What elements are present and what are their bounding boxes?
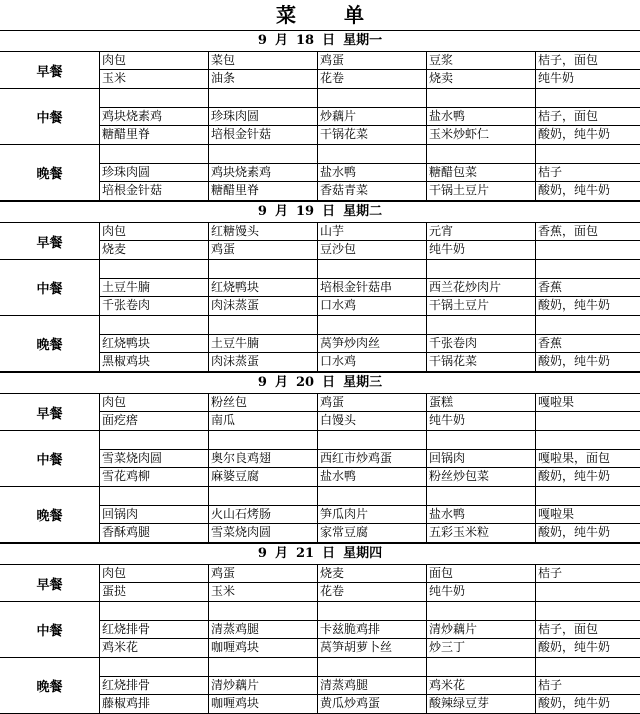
dish-cell: 清炒藕片 xyxy=(427,621,536,638)
dish-cell: 豆沙包 xyxy=(318,241,427,259)
dish-cell: 酸辣绿豆芽 xyxy=(427,695,536,713)
dish-cell: 红糖馒头 xyxy=(209,223,318,240)
meal-label: 中餐 xyxy=(0,89,100,144)
dish-cell: 香蕉，面包 xyxy=(538,224,599,238)
meal-label: 早餐 xyxy=(0,565,100,601)
day-header-text: 星期一 xyxy=(343,33,383,48)
day-header-text: 9 xyxy=(257,546,267,561)
table-row xyxy=(100,223,640,241)
dish-cell: 桔子 xyxy=(538,165,563,179)
meal-block xyxy=(0,431,640,487)
meal-block xyxy=(0,145,640,201)
day-header-text: 19 xyxy=(295,204,315,219)
meal-label: 早餐 xyxy=(0,394,100,430)
dish-cell: 纯牛奶 xyxy=(427,583,536,601)
page-title xyxy=(0,0,640,30)
dish-cell: 土豆牛腩 xyxy=(100,279,209,296)
dish-cell: 鸡蛋 xyxy=(209,565,318,582)
dish-cell xyxy=(209,316,318,334)
dish-cell: 花卷 xyxy=(318,583,427,601)
meal-label: 早餐 xyxy=(0,52,100,88)
dish-cell: 烧卖 xyxy=(427,70,536,88)
dish-cell: 鸡米花 xyxy=(427,677,536,694)
dish-cell: 酸奶，纯牛奶 xyxy=(538,298,611,312)
dish-cell: 红烧鸭块 xyxy=(209,279,318,296)
dish-cell: 纯牛奶 xyxy=(538,71,575,85)
dish-cell: 鸡蛋 xyxy=(318,394,427,411)
table-row xyxy=(100,677,640,695)
table-row xyxy=(100,506,640,524)
meal-block xyxy=(0,260,640,316)
dish-cell: 嘎啦果 xyxy=(538,507,575,521)
meal-block xyxy=(0,316,640,372)
day-header-text: 日 xyxy=(322,546,336,561)
dish-cell xyxy=(100,89,209,107)
dish-cell: 红烧鸭块 xyxy=(100,335,209,352)
dish-cell: 南瓜 xyxy=(209,412,318,430)
dish-cell: 红烧排骨 xyxy=(100,621,209,638)
dish-cell: 粉丝炒包菜 xyxy=(427,468,536,486)
title-char-1: 菜 xyxy=(276,3,297,27)
dish-cell: 玉米炒虾仁 xyxy=(427,126,536,144)
dish-cell: 清蒸鸡腿 xyxy=(209,621,318,638)
dish-cell: 酸奶，纯牛奶 xyxy=(538,469,611,483)
dish-cell: 鸡块烧素鸡 xyxy=(209,164,318,181)
table-row xyxy=(100,394,640,412)
dish-cell: 西兰花炒肉片 xyxy=(427,279,536,296)
dish-cell xyxy=(536,145,640,163)
dish-cell: 莴笋炒肉丝 xyxy=(318,335,427,352)
dish-cell: 鸡米花 xyxy=(100,639,209,657)
dish-cell: 雪菜烧肉圆 xyxy=(209,524,318,542)
dish-cell: 干锅花菜 xyxy=(318,126,427,144)
dish-cell xyxy=(536,431,640,449)
dish-cell: 嘎啦果，面包 xyxy=(538,451,611,465)
table-row xyxy=(100,602,640,621)
dish-cell xyxy=(100,602,209,620)
meal-label: 晚餐 xyxy=(0,487,100,542)
dish-cell: 盐水鸭 xyxy=(318,468,427,486)
dish-cell xyxy=(536,583,640,601)
dish-cell xyxy=(427,89,536,107)
dish-cell: 糖醋里脊 xyxy=(100,126,209,144)
dish-cell: 培根金针菇 xyxy=(100,182,209,200)
day-header xyxy=(0,372,640,394)
dish-cell xyxy=(318,431,427,449)
dish-cell xyxy=(318,145,427,163)
day-header-text: 21 xyxy=(295,546,315,561)
dish-cell: 盐水鸭 xyxy=(427,108,536,125)
dish-cell: 奥尔良鸡翅 xyxy=(209,450,318,467)
day-header-text: 星期四 xyxy=(343,546,383,561)
dish-cell: 肉包 xyxy=(100,223,209,240)
dish-cell xyxy=(427,145,536,163)
day-header-text: 9 xyxy=(257,33,267,48)
table-row xyxy=(100,260,640,279)
table-row xyxy=(100,658,640,677)
table-row xyxy=(100,621,640,639)
dish-cell: 烧麦 xyxy=(318,565,427,582)
table-row xyxy=(100,89,640,108)
dish-cell: 五彩玉米粒 xyxy=(427,524,536,542)
dish-cell xyxy=(427,487,536,505)
meal-label: 晚餐 xyxy=(0,658,100,713)
meal-block xyxy=(0,565,640,602)
table-row xyxy=(100,279,640,297)
table-row xyxy=(100,639,640,657)
dish-cell: 酸奶，纯牛奶 xyxy=(538,183,611,197)
dish-cell: 培根金针菇串 xyxy=(318,279,427,296)
dish-cell xyxy=(427,602,536,620)
meal-label: 晚餐 xyxy=(0,145,100,200)
dish-cell: 咖喱鸡块 xyxy=(209,639,318,657)
dish-cell: 香酥鸡腿 xyxy=(100,524,209,542)
day-header-text: 9 xyxy=(257,204,267,219)
dish-cell: 炒藕片 xyxy=(318,108,427,125)
dish-cell: 千张卷肉 xyxy=(427,335,536,352)
day-header-text: 月 xyxy=(274,33,288,48)
dish-cell: 珍珠肉圆 xyxy=(209,108,318,125)
dish-cell: 肉沫蒸蛋 xyxy=(209,297,318,315)
title-char-2: 单 xyxy=(343,3,364,27)
dish-cell: 鸡块烧素鸡 xyxy=(100,108,209,125)
dish-cell: 烧麦 xyxy=(100,241,209,259)
day-header-text: 18 xyxy=(295,33,315,48)
dish-cell: 麻婆豆腐 xyxy=(209,468,318,486)
dish-cell: 菜包 xyxy=(209,52,318,69)
dish-cell: 纯牛奶 xyxy=(427,241,536,259)
dish-cell: 桔子 xyxy=(538,566,563,580)
dish-cell: 盐水鸭 xyxy=(318,164,427,181)
day-header xyxy=(0,201,640,223)
dish-cell xyxy=(427,431,536,449)
dish-cell: 面包 xyxy=(427,565,536,582)
dish-cell: 莴笋胡萝卜丝 xyxy=(318,639,427,657)
dish-cell: 酸奶，纯牛奶 xyxy=(538,354,611,368)
meal-label: 中餐 xyxy=(0,431,100,486)
dish-cell: 千张卷肉 xyxy=(100,297,209,315)
table-row xyxy=(100,450,640,468)
dish-cell: 干锅花菜 xyxy=(427,353,536,371)
day-header-text: 日 xyxy=(322,33,336,48)
dish-cell: 粉丝包 xyxy=(209,394,318,411)
table-row xyxy=(100,353,640,371)
dish-cell xyxy=(100,658,209,676)
dish-cell: 雪菜烧肉圆 xyxy=(100,450,209,467)
day-header-text: 20 xyxy=(295,375,315,390)
dish-cell xyxy=(100,260,209,278)
dish-cell: 炒三丁 xyxy=(427,639,536,657)
dish-cell: 桔子，面包 xyxy=(538,53,599,67)
meal-block xyxy=(0,487,640,543)
dish-cell: 卡兹脆鸡排 xyxy=(318,621,427,638)
dish-cell: 口水鸡 xyxy=(318,297,427,315)
table-row xyxy=(100,164,640,182)
dish-cell: 干锅土豆片 xyxy=(427,297,536,315)
dish-cell: 玉米 xyxy=(209,583,318,601)
table-row xyxy=(100,145,640,164)
dish-cell: 油条 xyxy=(209,70,318,88)
dish-cell: 桔子，面包 xyxy=(538,109,599,123)
dish-cell: 糖醋里脊 xyxy=(209,182,318,200)
meal-block xyxy=(0,602,640,658)
table-row xyxy=(100,524,640,542)
day-header-text: 月 xyxy=(274,375,288,390)
menu-table xyxy=(0,30,640,714)
dish-cell: 酸奶，纯牛奶 xyxy=(538,640,611,654)
dish-cell: 藤椒鸡排 xyxy=(100,695,209,713)
dish-cell xyxy=(536,602,640,620)
dish-cell xyxy=(536,487,640,505)
dish-cell: 土豆牛腩 xyxy=(209,335,318,352)
dish-cell xyxy=(318,602,427,620)
table-row xyxy=(100,316,640,335)
dish-cell xyxy=(100,316,209,334)
dish-cell xyxy=(318,316,427,334)
meal-block xyxy=(0,89,640,145)
dish-cell: 珍珠肉圆 xyxy=(100,164,209,181)
day-header-text: 日 xyxy=(322,375,336,390)
table-row xyxy=(100,431,640,450)
dish-cell xyxy=(318,487,427,505)
dish-cell: 笋瓜肉片 xyxy=(318,506,427,523)
meal-label: 中餐 xyxy=(0,602,100,657)
dish-cell xyxy=(427,260,536,278)
dish-cell xyxy=(536,89,640,107)
day-header-text: 星期二 xyxy=(343,204,383,219)
table-row xyxy=(100,468,640,486)
dish-cell: 鸡蛋 xyxy=(209,241,318,259)
day-header-text: 月 xyxy=(274,204,288,219)
table-row xyxy=(100,335,640,353)
dish-cell xyxy=(209,487,318,505)
table-row xyxy=(100,52,640,70)
day-header-text: 月 xyxy=(274,546,288,561)
dish-cell xyxy=(100,145,209,163)
dish-cell xyxy=(100,487,209,505)
dish-cell: 桔子 xyxy=(538,678,563,692)
table-row xyxy=(100,108,640,126)
dish-cell xyxy=(318,89,427,107)
day-header-text: 9 xyxy=(257,375,267,390)
dish-cell: 嘎啦果 xyxy=(538,395,575,409)
table-row xyxy=(100,565,640,583)
day-header-text: 星期三 xyxy=(343,375,383,390)
dish-cell: 蛋挞 xyxy=(100,583,209,601)
dish-cell: 蛋糕 xyxy=(427,394,536,411)
dish-cell: 黑椒鸡块 xyxy=(100,353,209,371)
dish-cell: 桔子，面包 xyxy=(538,622,599,636)
dish-cell xyxy=(209,602,318,620)
dish-cell: 回锅肉 xyxy=(427,450,536,467)
day-header-text: 日 xyxy=(322,204,336,219)
day-header xyxy=(0,543,640,565)
dish-cell xyxy=(318,658,427,676)
meal-label: 早餐 xyxy=(0,223,100,259)
dish-cell xyxy=(427,658,536,676)
dish-cell: 雪花鸡柳 xyxy=(100,468,209,486)
dish-cell xyxy=(536,658,640,676)
dish-cell: 山芋 xyxy=(318,223,427,240)
dish-cell: 培根金针菇 xyxy=(209,126,318,144)
dish-cell xyxy=(209,89,318,107)
meal-label: 晚餐 xyxy=(0,316,100,371)
dish-cell xyxy=(536,260,640,278)
meal-block xyxy=(0,223,640,260)
table-row xyxy=(100,182,640,200)
dish-cell xyxy=(209,658,318,676)
dish-cell: 糖醋包菜 xyxy=(427,164,536,181)
table-row xyxy=(100,412,640,430)
dish-cell xyxy=(536,241,640,259)
dish-cell: 肉沫蒸蛋 xyxy=(209,353,318,371)
meal-block xyxy=(0,658,640,714)
table-row xyxy=(100,70,640,88)
dish-cell xyxy=(209,145,318,163)
dish-cell: 家常豆腐 xyxy=(318,524,427,542)
dish-cell: 肉包 xyxy=(100,52,209,69)
dish-cell: 鸡蛋 xyxy=(318,52,427,69)
dish-cell xyxy=(209,260,318,278)
dish-cell: 口水鸡 xyxy=(318,353,427,371)
dish-cell: 香蕉 xyxy=(538,336,563,350)
dish-cell xyxy=(536,412,640,430)
dish-cell xyxy=(427,316,536,334)
dish-cell: 红烧排骨 xyxy=(100,677,209,694)
dish-cell: 咖喱鸡块 xyxy=(209,695,318,713)
dish-cell: 火山石烤肠 xyxy=(209,506,318,523)
dish-cell: 清炒藕片 xyxy=(209,677,318,694)
dish-cell: 香蕉 xyxy=(538,280,563,294)
dish-cell xyxy=(318,260,427,278)
meal-label: 中餐 xyxy=(0,260,100,315)
dish-cell: 干锅土豆片 xyxy=(427,182,536,200)
table-row xyxy=(100,487,640,506)
dish-cell xyxy=(100,431,209,449)
dish-cell: 面疙瘩 xyxy=(100,412,209,430)
dish-cell: 清蒸鸡腿 xyxy=(318,677,427,694)
dish-cell: 酸奶，纯牛奶 xyxy=(538,696,611,710)
dish-cell: 回锅肉 xyxy=(100,506,209,523)
dish-cell: 盐水鸭 xyxy=(427,506,536,523)
dish-cell xyxy=(209,431,318,449)
dish-cell: 香菇青菜 xyxy=(318,182,427,200)
meal-block xyxy=(0,52,640,89)
table-row xyxy=(100,583,640,601)
dish-cell: 白馒头 xyxy=(318,412,427,430)
dish-cell: 黄瓜炒鸡蛋 xyxy=(318,695,427,713)
dish-cell: 豆浆 xyxy=(427,52,536,69)
dish-cell: 纯牛奶 xyxy=(427,412,536,430)
dish-cell xyxy=(536,316,640,334)
dish-cell: 元宵 xyxy=(427,223,536,240)
dish-cell: 玉米 xyxy=(100,70,209,88)
day-header xyxy=(0,30,640,52)
dish-cell: 肉包 xyxy=(100,565,209,582)
dish-cell: 肉包 xyxy=(100,394,209,411)
meal-block xyxy=(0,394,640,431)
table-row xyxy=(100,126,640,144)
table-row xyxy=(100,241,640,259)
dish-cell: 酸奶，纯牛奶 xyxy=(538,127,611,141)
dish-cell: 花卷 xyxy=(318,70,427,88)
dish-cell: 西红市炒鸡蛋 xyxy=(318,450,427,467)
table-row xyxy=(100,297,640,315)
dish-cell: 酸奶，纯牛奶 xyxy=(538,525,611,539)
